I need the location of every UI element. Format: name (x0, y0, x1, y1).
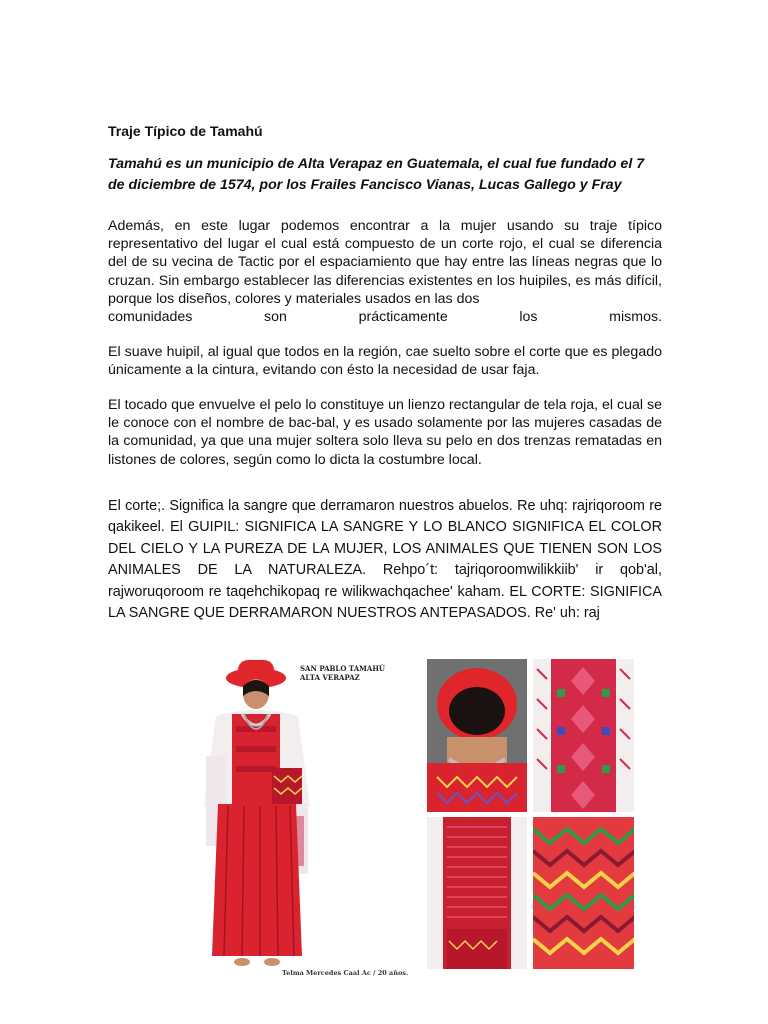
document-subtitle: Tamahú es un municipio de Alta Verapaz en Guatemala, el cual fue fundado el 7 de diciembre de 1574, por los Frailes Fancisco Vianas, Lucas Gallego y Fray (108, 156, 645, 193)
textile-pattern-photo-1 (533, 659, 634, 812)
paragraph-4: El corte;. Significa la sangre que derramaron nuestros abuelos. Re uhq: rajriqoroom re qakikeel. El GUIPIL: SIGNIFICA LA SANGRE Y LO BLANCO SIGNIFICA EL COLOR DEL CIELO Y LA PUREZA DE LA MUJER, LOS ANIMALES QUE TIENEN SON LOS ANIMALES DE LA NATURALEZA. Rehpo´t: tajriqoroomwilikkiib' ir qob'al, rajworuqoroom re taqehchikopaq re wilikwachqachee' kaham. EL CORTE: SIGNIFICA LA SANGRE QUE DERRAMARON NUESTROS ANTEPASADOS. Re' uh: raj (108, 498, 662, 622)
paragraph-1 (108, 217, 662, 326)
paragraph-1-text: Además, en este lugar podemos encontrar a la mujer usando su traje típico representativo del lugar el cual está compuesto de un corte rojo, el cual se diferencia del de su vecina de Tactic por el espaciamiento que hay entre las líneas negras que lo cruzan. Sin embargo establecer las diferencias existentes en los huipiles, es más difícil, porque los diseños, colores y materiales usados en las dos (108, 218, 662, 307)
paragraph-1-last-line: comunidades son prácticamente los mismos. (108, 309, 662, 326)
paragraph-2: El suave huipil, al igual que todos en la región, cae suelto sobre el corte que es plegado únicamente a la cintura, evitando con ésto la necesidad de usar faja. (108, 344, 662, 379)
headwrap-back-photo (427, 659, 527, 812)
figure-caption-location (300, 664, 385, 682)
figure-caption-credit: Telma Mercedes Caal Ac / 20 años. (282, 969, 409, 977)
figure-caption-line-1: SAN PABLO TAMAHÚ (300, 664, 386, 673)
document-title: Traje Típico de Tamahú (108, 123, 263, 139)
textile-pattern-photo-2 (533, 817, 634, 969)
huipil-detail-photo (427, 817, 527, 969)
woman-traje-photo (198, 656, 416, 978)
woman-traje-illustration (198, 656, 416, 978)
paragraph-3: El tocado que envuelve el pelo lo constituye un lienzo rectangular de tela roja, el cual se le conoce con el nombre de bac-bal, y es usado solamente por las mujeres casadas de la comunidad, ya que una mujer soltera solo lleva su pelo en dos trenzas rematadas en listones de colores, según como lo dicta la costumbre local. (108, 397, 662, 468)
figure-caption-line-2: ALTA VERAPAZ (300, 673, 360, 682)
